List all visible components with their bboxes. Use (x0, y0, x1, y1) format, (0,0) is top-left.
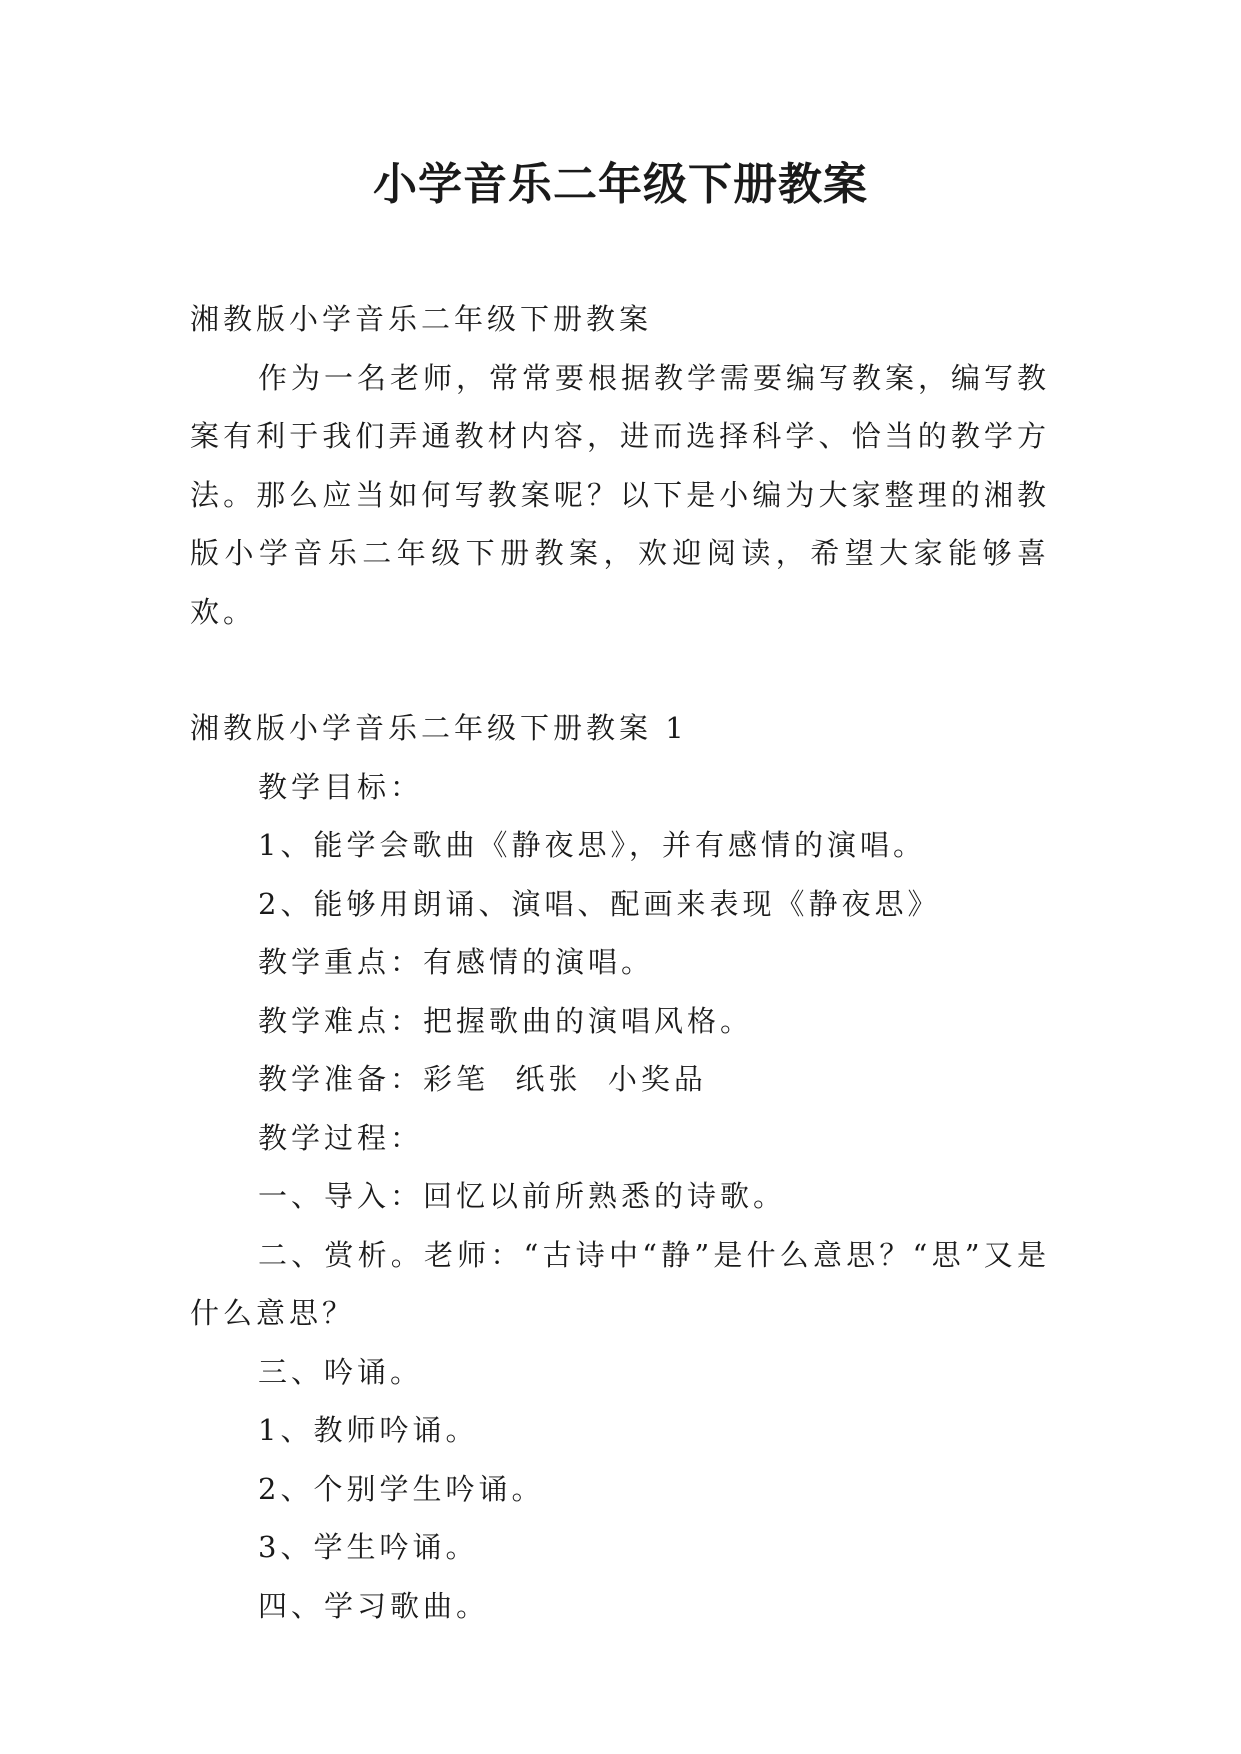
teaching-goals-label: 教学目标： (258, 769, 424, 804)
recitation-item-2: 2、个别学生吟诵。 (258, 1471, 545, 1506)
recitation-item-1: 1、教师吟诵。 (258, 1413, 479, 1447)
process-step-appreciation: 二、赏析。老师：“古诗中“静”是什么意思？“思”又是什么意思？ (190, 1237, 1050, 1330)
document-body (190, 290, 1050, 1635)
goal-item-2: 2、能够用朗诵、演唱、配画来表现《静夜思》 (258, 886, 941, 921)
document-title: 小学音乐二年级下册教案 (373, 159, 868, 210)
teaching-process-label: 教学过程： (258, 1120, 424, 1155)
teaching-difficulty: 教学难点：把握歌曲的演唱风格。 (258, 1003, 754, 1038)
process-step-learn-song: 四、学习歌曲。 (258, 1588, 490, 1623)
goal-item-1: 1、能学会歌曲《静夜思》，并有感情的演唱。 (258, 828, 926, 862)
recitation-item-3: 3、学生吟诵。 (258, 1530, 479, 1564)
teaching-focus: 教学重点：有感情的演唱。 (258, 945, 655, 979)
teaching-preparation: 教学准备：彩笔 纸张 小奖品 (258, 1062, 707, 1096)
section-heading: 湘教版小学音乐二年级下册教案 1 (190, 711, 688, 745)
subtitle: 湘教版小学音乐二年级下册教案 (190, 302, 653, 336)
intro-paragraph: 作为一名老师，常常要根据教学需要编写教案，编写教案有利于我们弄通教材内容，进而选择科学、恰当的教学方法。那么应当如何写教案呢？以下是小编为大家整理的湘教版小学音乐二年级下册教案，欢迎阅读，希望大家能够喜欢。 (190, 360, 1051, 629)
process-step-recitation: 三、吟诵。 (258, 1354, 424, 1389)
process-step-intro: 一、导入：回忆以前所熟悉的诗歌。 (258, 1179, 787, 1213)
